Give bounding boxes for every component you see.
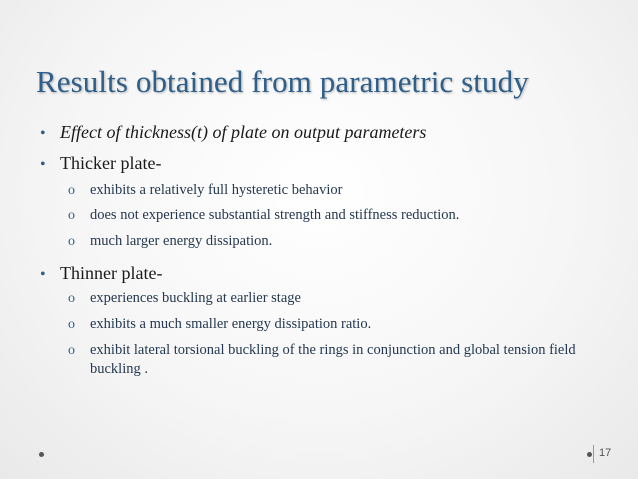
page-number: 17 [599,447,612,459]
list-item [68,290,301,307]
bullet-effect [40,122,426,143]
bullet-icon: • [40,266,46,283]
footer-left-dot-icon [39,452,44,457]
sub-bullet-icon: o [68,183,75,198]
bullet-thicker [40,153,161,174]
sub-bullet-icon: o [68,343,75,358]
bullet-icon: • [40,156,46,173]
list-item-text: exhibit lateral torsional buckling of the rings in conjunction and global tension field buckling . [90,342,576,377]
list-item [68,182,342,199]
list-item-text: much larger energy dissipation. [90,233,273,249]
list-item [68,316,371,333]
bullet-effect-text: Effect of thickness(t) of plate on output parameters [60,122,427,142]
list-item [68,233,272,250]
list-item-text: exhibits a relatively full hysteretic behavior [90,182,343,198]
bullet-icon: • [40,125,46,142]
footer-right-dot-icon [587,452,592,457]
sub-bullet-icon: o [68,317,75,332]
footer-divider [593,445,594,463]
list-item [68,341,610,379]
sub-bullet-icon: o [68,234,75,249]
list-item-text: exhibits a much smaller energy dissipation ratio. [90,316,372,332]
bullet-thinner [40,263,162,284]
bullet-thinner-heading: Thinner plate- [60,263,163,283]
bullet-thicker-heading: Thicker plate- [60,153,162,173]
slide-title: Results obtained from parametric study [36,64,529,99]
sub-bullet-icon: o [68,291,75,306]
list-item-text: experiences buckling at earlier stage [90,290,301,306]
list-item [68,207,459,224]
sub-bullet-icon: o [68,208,75,223]
list-item-text: does not experience substantial strength and stiffness reduction. [90,207,460,223]
